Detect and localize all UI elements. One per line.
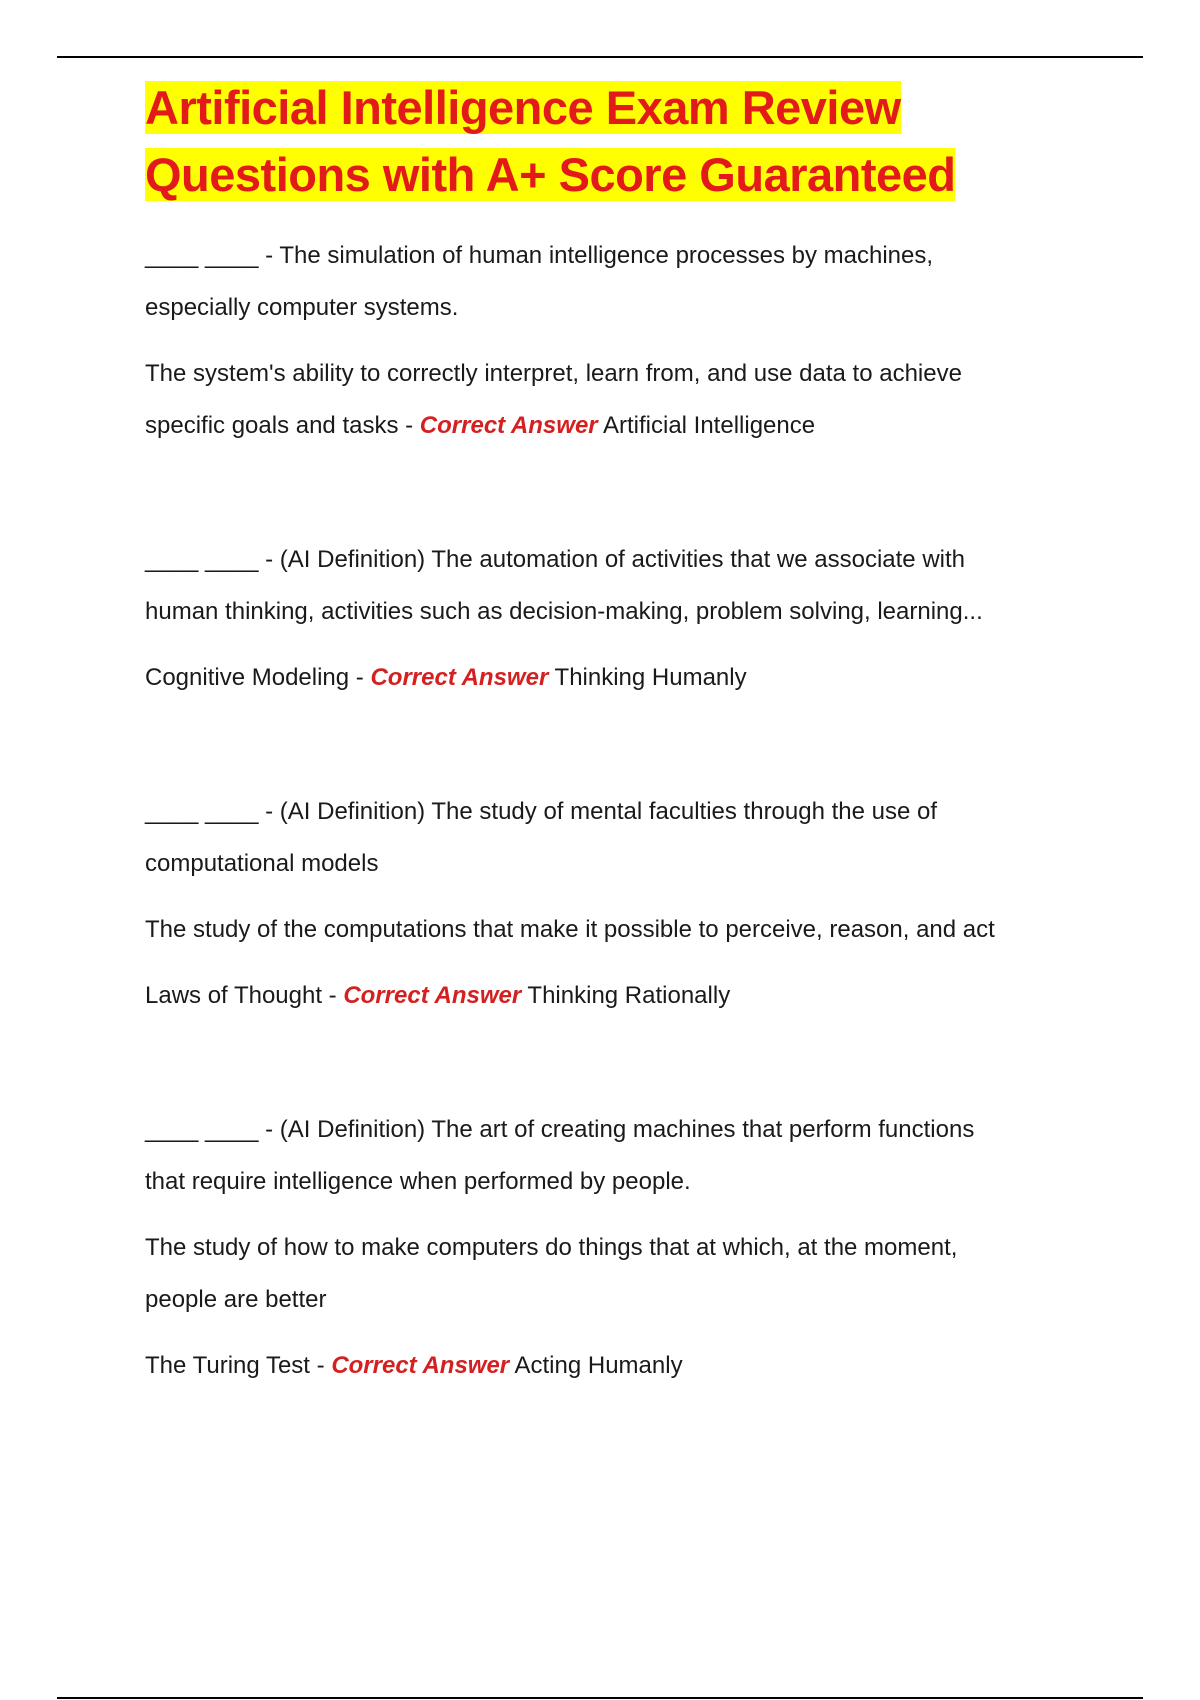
qa-item — [145, 534, 1095, 704]
answer-line — [145, 1340, 1095, 1392]
question-line: human thinking, activities such as decision-making, problem solving, learning... — [145, 598, 983, 625]
document-title — [145, 74, 1095, 208]
answer-text: Artificial Intelligence — [602, 412, 816, 439]
title-line-1: Artificial Intelligence Exam Review — [145, 81, 901, 134]
qa-item — [145, 786, 1095, 1022]
qa-list — [145, 230, 1095, 1392]
question-line: ____ ____ - (AI Definition) The study of mental faculties through the use of — [145, 798, 938, 825]
question-line: especially computer systems. — [145, 294, 459, 321]
answer-text: Thinking Humanly — [554, 664, 747, 691]
document-body — [145, 74, 1095, 1392]
correct-answer-label: Correct Answer — [419, 412, 598, 439]
answer-line — [145, 970, 1095, 1022]
qa-item — [145, 230, 1095, 452]
context-line: people are better — [145, 1286, 327, 1313]
answer-text: Acting Humanly — [514, 1352, 683, 1379]
answer-prefix: Laws of Thought - — [145, 982, 344, 1009]
question-line: ____ ____ - (AI Definition) The automation of activities that we associate with — [145, 546, 965, 573]
question-line: computational models — [145, 850, 379, 877]
answer-line — [145, 652, 1095, 704]
context-line: The study of the computations that make it possible to perceive, reason, and act — [145, 916, 995, 943]
correct-answer-label: Correct Answer — [370, 664, 549, 691]
qa-item — [145, 1104, 1095, 1392]
answer-line — [145, 400, 1095, 452]
question-line: ____ ____ - (AI Definition) The art of creating machines that perform functions — [145, 1116, 975, 1143]
context-line: The study of how to make computers do things that at which, at the moment, — [145, 1234, 958, 1261]
question-line: ____ ____ - The simulation of human intelligence processes by machines, — [145, 242, 934, 269]
answer-prefix: specific goals and tasks - — [145, 412, 420, 439]
bottom-divider — [57, 1697, 1143, 1699]
answer-prefix: Cognitive Modeling - — [145, 664, 371, 691]
answer-text: Thinking Rationally — [527, 982, 731, 1009]
correct-answer-label: Correct Answer — [343, 982, 522, 1009]
answer-prefix: The Turing Test - — [145, 1352, 332, 1379]
context-line: The system's ability to correctly interpret, learn from, and use data to achieve — [145, 360, 962, 387]
top-divider — [57, 56, 1143, 58]
title-line-2: Questions with A+ Score Guaranteed — [145, 148, 956, 201]
question-line: that require intelligence when performed by people. — [145, 1168, 691, 1195]
correct-answer-label: Correct Answer — [331, 1352, 510, 1379]
